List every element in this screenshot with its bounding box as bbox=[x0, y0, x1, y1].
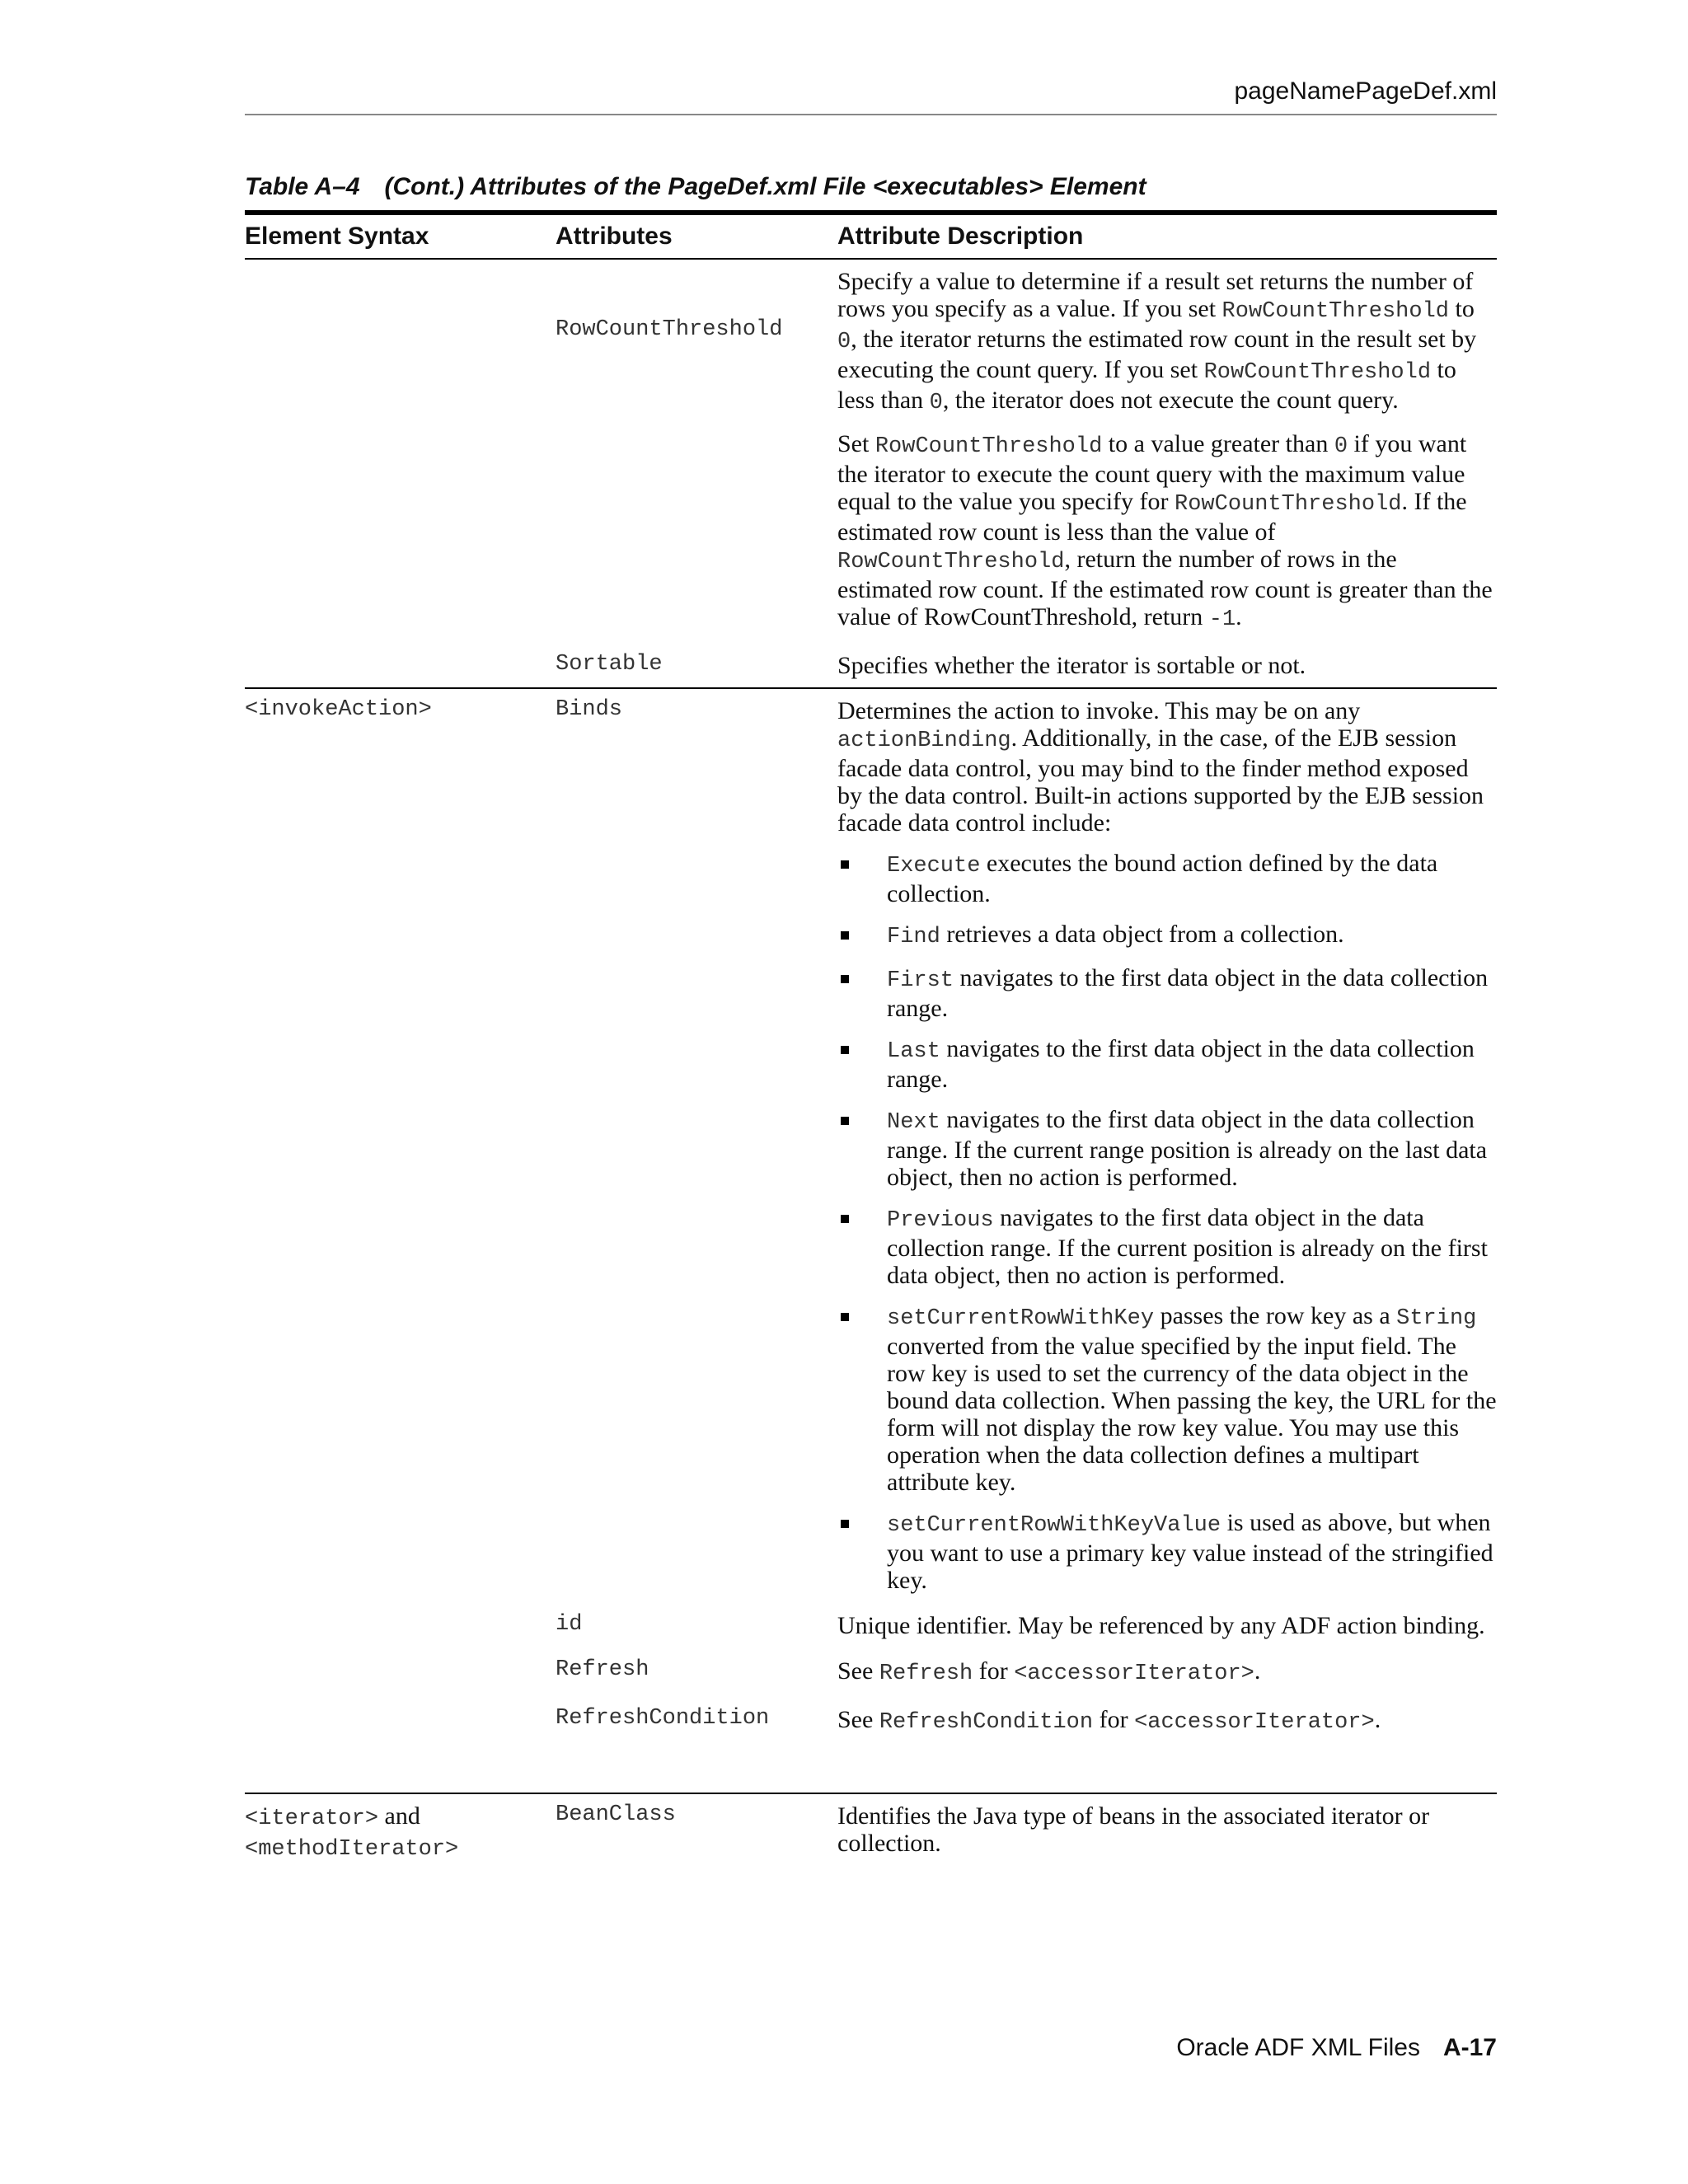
attributes-table bbox=[245, 210, 1497, 1863]
inline-code: Find bbox=[887, 925, 940, 949]
text-run: Determines the action to invoke. This may be on any bbox=[837, 697, 1361, 724]
table-row bbox=[245, 1612, 1497, 1639]
text-run: Set bbox=[837, 430, 875, 457]
bullet-square-icon bbox=[841, 1313, 849, 1321]
inline-code: 0 bbox=[929, 391, 943, 415]
caption-number: Table A–4 bbox=[245, 173, 360, 200]
inline-code: Refresh bbox=[879, 1661, 973, 1686]
table-row bbox=[245, 697, 1497, 1594]
text-run: retrieves a data object from a collection. bbox=[940, 921, 1344, 948]
element-iterator bbox=[245, 1802, 556, 1863]
element-iterator-name: <iterator> bbox=[245, 1807, 379, 1831]
text-run: to bbox=[1449, 295, 1475, 322]
text-run: , the iterator does not execute the count query. bbox=[942, 387, 1399, 414]
attribute-binds: Binds bbox=[556, 697, 623, 722]
description-refreshcondition bbox=[837, 1706, 1497, 1736]
list-item bbox=[837, 1509, 1497, 1594]
bullet-square-icon bbox=[841, 860, 849, 869]
bullet-square-icon bbox=[841, 1520, 849, 1528]
text-run: Specify a value to determine if a result set returns the number of rows you specify as a value. If you set bbox=[837, 268, 1474, 322]
bullet-square-icon bbox=[841, 931, 849, 940]
inline-code: setCurrentRowWithKey bbox=[887, 1306, 1155, 1331]
list-item bbox=[837, 1302, 1497, 1496]
attribute-sortable: Sortable bbox=[556, 652, 663, 677]
list-item bbox=[837, 850, 1497, 907]
builtin-actions-list bbox=[837, 850, 1497, 1594]
text-run: Unique identifier. May be referenced by any ADF action binding. bbox=[837, 1612, 1485, 1639]
inline-code: Execute bbox=[887, 854, 981, 879]
attribute-beanclass: BeanClass bbox=[556, 1802, 676, 1827]
attribute-rowcountthreshold: RowCountThreshold bbox=[556, 317, 783, 342]
text-run: . bbox=[1374, 1706, 1381, 1733]
rowcountthreshold-paragraph-1 bbox=[837, 268, 1497, 417]
inline-code: actionBinding bbox=[837, 729, 1011, 753]
header-rule bbox=[245, 114, 1497, 115]
list-item bbox=[837, 1035, 1497, 1093]
text-run: to a value greater than bbox=[1102, 430, 1334, 457]
inline-code: RowCountThreshold bbox=[1221, 299, 1449, 324]
table-header-row bbox=[245, 215, 1497, 260]
inline-code: RowCountThreshold bbox=[837, 550, 1065, 574]
text-run: navigates to the first data object in the data collection range. bbox=[887, 964, 1489, 1022]
description-refresh bbox=[837, 1657, 1497, 1688]
binds-intro bbox=[837, 697, 1497, 837]
column-header-attribute-description: Attribute Description bbox=[837, 223, 1084, 250]
inline-code: -1 bbox=[1208, 607, 1236, 632]
table-row bbox=[245, 1657, 1497, 1688]
text-run: Specifies whether the iterator is sortable or not. bbox=[837, 652, 1306, 679]
text-run: passes the row key as a bbox=[1154, 1302, 1397, 1329]
text-run: is used as above, but when you want to use a primary key value instead of the stringified key. bbox=[887, 1509, 1493, 1594]
text-run: navigates to the first data object in the data collection range. If the current position is already on the first data object, then no action is performed. bbox=[887, 1204, 1488, 1289]
inline-code: 0 bbox=[837, 330, 851, 354]
page-number: A-17 bbox=[1442, 2034, 1497, 2061]
running-header bbox=[245, 76, 1497, 107]
text-run: if you want the iterator to execute the count query with the maximum value equal to the value you specify for bbox=[837, 430, 1467, 515]
table-row bbox=[245, 652, 1497, 679]
rowcountthreshold-paragraph-2 bbox=[837, 430, 1497, 634]
inline-code: <accessorIterator> bbox=[1014, 1661, 1254, 1686]
inline-code: 0 bbox=[1334, 434, 1348, 459]
text-run: See bbox=[837, 1657, 879, 1685]
bullet-square-icon bbox=[841, 1046, 849, 1054]
text-run: executes the bound action defined by the data collection. bbox=[887, 850, 1438, 907]
text-run: , the iterator returns the estimated row count in the result set by executing the count query. If you set bbox=[837, 326, 1477, 383]
description-id bbox=[837, 1612, 1497, 1639]
list-item bbox=[837, 921, 1497, 951]
list-item bbox=[837, 1106, 1497, 1191]
table-caption bbox=[245, 171, 1497, 203]
description-sortable bbox=[837, 652, 1497, 679]
attribute-refresh: Refresh bbox=[556, 1657, 649, 1682]
bullet-square-icon bbox=[841, 1215, 849, 1223]
text-run: navigates to the first data object in the data collection range. bbox=[887, 1035, 1475, 1093]
inline-code: RowCountThreshold bbox=[874, 434, 1103, 459]
inline-code: Previous bbox=[887, 1208, 994, 1233]
element-iterator-and: and bbox=[378, 1802, 420, 1830]
row-group-continued bbox=[245, 260, 1497, 689]
description-beanclass bbox=[837, 1802, 1497, 1863]
text-run: navigates to the first data object in the data collection range. If the current range position is already on the last data object, then no action is performed. bbox=[887, 1106, 1488, 1191]
bullet-square-icon bbox=[841, 975, 849, 983]
running-header-title: pageNamePageDef.xml bbox=[1234, 77, 1497, 105]
description-binds bbox=[837, 697, 1497, 1594]
table-row bbox=[245, 1802, 1497, 1863]
row-group-iterator bbox=[245, 1794, 1497, 1863]
text-run: . bbox=[1236, 603, 1242, 630]
text-run: for bbox=[973, 1657, 1015, 1685]
inline-code: Next bbox=[887, 1110, 940, 1135]
attribute-refreshcondition: RefreshCondition bbox=[556, 1706, 770, 1731]
description-rowcountthreshold bbox=[837, 268, 1497, 634]
inline-code: String bbox=[1396, 1306, 1477, 1331]
inline-code: Last bbox=[887, 1039, 940, 1064]
text-run: to less than bbox=[837, 356, 1456, 414]
text-run: . If the estimated row count is less than the value of bbox=[837, 488, 1467, 546]
inline-code: RefreshCondition bbox=[879, 1710, 1094, 1735]
table-row bbox=[245, 1706, 1497, 1736]
text-run: Identifies the Java type of beans in the associated iterator or collection. bbox=[837, 1802, 1430, 1857]
inline-code: RowCountThreshold bbox=[1203, 360, 1432, 385]
text-run: , return the number of rows in the estimated row count. If the estimated row count is greater than the value of RowCountThreshold, return bbox=[837, 546, 1493, 630]
element-invokeaction: <invokeAction> bbox=[245, 697, 432, 722]
inline-code: First bbox=[887, 968, 954, 993]
attribute-id: id bbox=[556, 1612, 583, 1637]
inline-code: setCurrentRowWithKeyValue bbox=[887, 1513, 1221, 1538]
table-row bbox=[245, 268, 1497, 634]
text-run: . Additionally, in the case, of the EJB session facade data control, you may bind to the finder method exposed by the data control. Built-in actions supported by the EJB session facade data control include: bbox=[837, 724, 1484, 837]
element-syntax-cell bbox=[245, 1706, 556, 1736]
element-syntax-cell bbox=[245, 1612, 556, 1639]
column-header-element-syntax: Element Syntax bbox=[245, 223, 429, 250]
inline-code: <accessorIterator> bbox=[1134, 1710, 1375, 1735]
element-syntax-cell bbox=[245, 652, 556, 679]
caption-title: (Cont.) Attributes of the PageDef.xml File <executables> Element bbox=[384, 173, 1146, 200]
footer-section-title: Oracle ADF XML Files bbox=[1176, 2034, 1420, 2061]
element-syntax-cell bbox=[245, 1657, 556, 1688]
bullet-square-icon bbox=[841, 1117, 849, 1125]
column-header-attributes: Attributes bbox=[556, 223, 673, 250]
row-group-invokeaction bbox=[245, 689, 1497, 1794]
text-run: converted from the value specified by the input field. The row key is used to set the currency of the data object in the bound data collection. When passing the key, the URL for the form will not display the row key value. You may use this operation when the data collection defines a multipart attribute key. bbox=[887, 1333, 1497, 1496]
list-item bbox=[837, 964, 1497, 1022]
text-run: See bbox=[837, 1706, 879, 1733]
list-item bbox=[837, 1204, 1497, 1289]
inline-code: RowCountThreshold bbox=[1175, 492, 1402, 517]
page-footer bbox=[245, 2032, 1497, 2064]
text-run: . bbox=[1254, 1657, 1261, 1685]
text-run: for bbox=[1093, 1706, 1135, 1733]
element-syntax-cell bbox=[245, 268, 556, 634]
element-methoditerator-name: <methodIterator> bbox=[245, 1837, 459, 1862]
